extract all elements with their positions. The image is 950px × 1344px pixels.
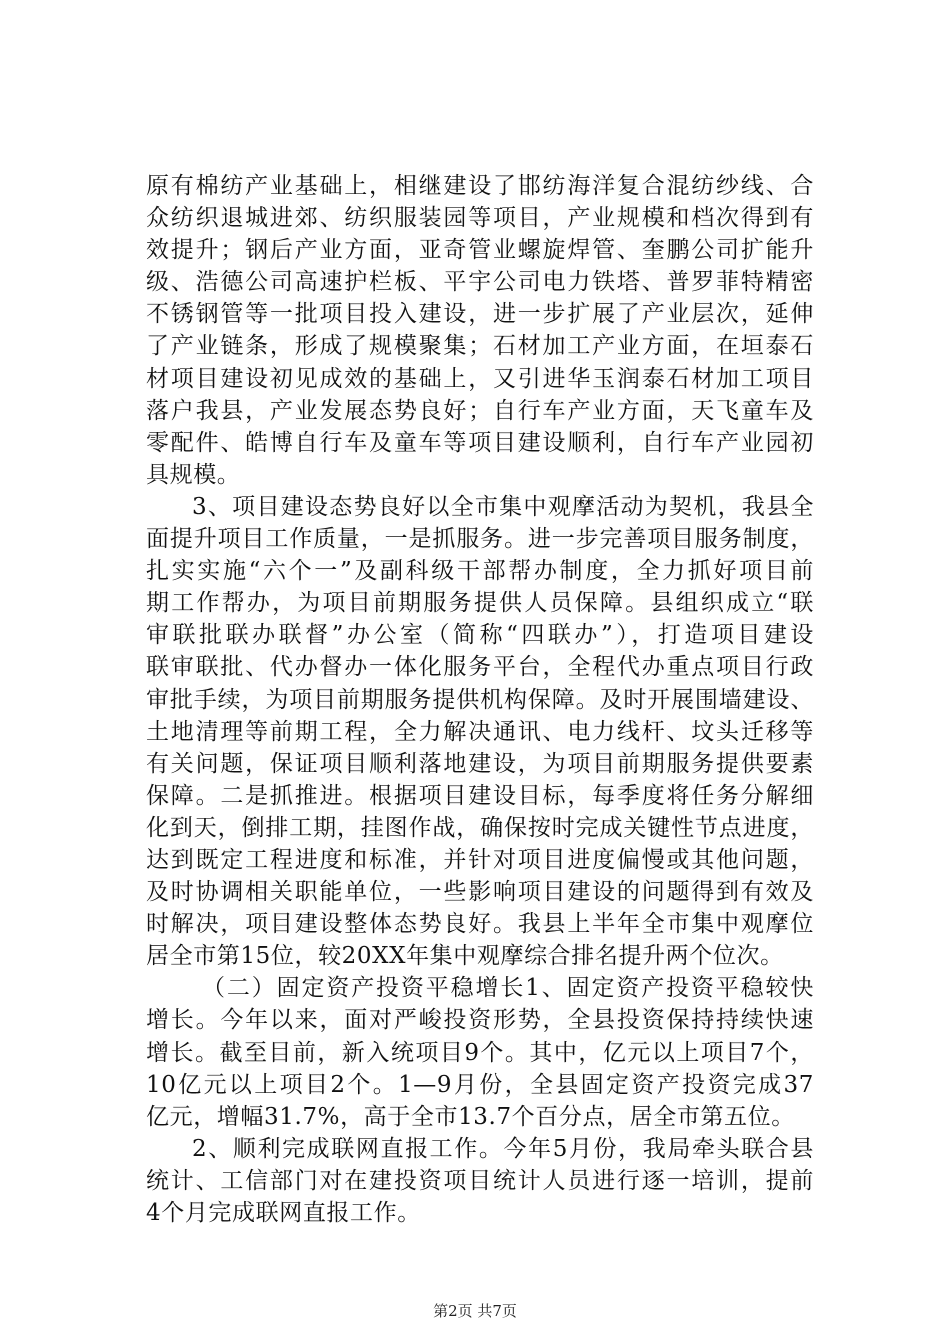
text-line: 效提升；钢后产业方面，亚奇管业螺旋焊管、奎鹏公司扩能升 bbox=[146, 237, 814, 264]
text-line: 统计、工信部门对在建投资项目统计人员进行逐一培训，提前 bbox=[146, 1167, 814, 1194]
text-line: 落户我县，产业发展态势良好；自行车产业方面，天飞童车及 bbox=[146, 397, 814, 424]
text-line: 具规模。 bbox=[146, 461, 241, 488]
text-line: 零配件、皓博自行车及童车等项目建设顺利，自行车产业园初 bbox=[146, 429, 814, 456]
text-line: 化到天，倒排工期，挂图作战，确保按时完成关键性节点进度， bbox=[146, 814, 814, 841]
text-line: 2、顺利完成联网直报工作。今年5月份，我局牵头联合县 bbox=[192, 1135, 814, 1162]
text-line: 3、项目建设态势良好以全市集中观摩活动为契机，我县全 bbox=[192, 493, 814, 520]
text-line: 亿元，增幅31.7%，高于全市13.7个百分点，居全市第五位。 bbox=[146, 1103, 795, 1130]
text-line: 4个月完成联网直报工作。 bbox=[146, 1200, 421, 1226]
page-number-footer: 第2页 共7页 bbox=[433, 1302, 517, 1320]
text-line: 级、浩德公司高速护栏板、平宇公司电力铁塔、普罗菲特精密 bbox=[146, 269, 814, 296]
text-line: 时解决，项目建设整体态势良好。我县上半年全市集中观摩位 bbox=[146, 911, 814, 938]
text-line: 土地清理等前期工程，全力解决通讯、电力线杆、坟头迁移等 bbox=[146, 718, 814, 745]
text-line: 审联批联办联督”办公室（简称“四联办”），打造项目建设 bbox=[146, 622, 814, 649]
text-line: 众纺织退城进郊、纺织服装园等项目，产业规模和档次得到有 bbox=[146, 205, 814, 232]
text-line: 及时协调相关职能单位，一些影响项目建设的问题得到有效及 bbox=[146, 879, 814, 906]
text-line: 联审联批、代办督办一体化服务平台，全程代办重点项目行政 bbox=[146, 654, 814, 681]
document-body bbox=[146, 170, 814, 1229]
text-line: 居全市第15位，较20XX年集中观摩综合排名提升两个位次。 bbox=[146, 943, 784, 970]
text-line: 审批手续，为项目前期服务提供机构保障。及时开展围墙建设、 bbox=[146, 686, 814, 713]
text-line: 了产业链条，形成了规模聚集；石材加工产业方面，在垣泰石 bbox=[146, 333, 814, 360]
text-line: 原有棉纺产业基础上，相继建设了邯纺海洋复合混纺纱线、合 bbox=[146, 173, 814, 199]
text-line: 材项目建设初见成效的基础上，又引进华玉润泰石材加工项目 bbox=[146, 365, 814, 392]
text-line: 达到既定工程进度和标准，并针对项目进度偏慢或其他问题， bbox=[146, 846, 814, 873]
text-line: 不锈钢管等一批项目投入建设，进一步扩展了产业层次，延伸 bbox=[146, 301, 814, 328]
text-line: 扎实实施“六个一”及副科级干部帮办制度，全力抓好项目前 bbox=[146, 558, 814, 585]
text-line: 有关问题，保证项目顺利落地建设，为项目前期服务提供要素 bbox=[146, 750, 814, 777]
text-line: 增长。今年以来，面对严峻投资形势，全县投资保持持续快速 bbox=[146, 1007, 814, 1034]
text-line: 增长。截至目前，新入统项目9个。其中，亿元以上项目7个， bbox=[146, 1039, 814, 1066]
text-line: 10亿元以上项目2个。1—9月份，全县固定资产投资完成37 bbox=[146, 1071, 814, 1098]
text-line: 面提升项目工作质量，一是抓服务。进一步完善项目服务制度， bbox=[146, 526, 814, 553]
text-line: 期工作帮办，为项目前期服务提供人员保障。县组织成立“联 bbox=[146, 590, 814, 617]
text-line: 保障。二是抓推进。根据项目建设目标，每季度将任务分解细 bbox=[146, 782, 814, 809]
text-line: （二）固定资产投资平稳增长1、固定资产投资平稳较快 bbox=[202, 975, 814, 1002]
